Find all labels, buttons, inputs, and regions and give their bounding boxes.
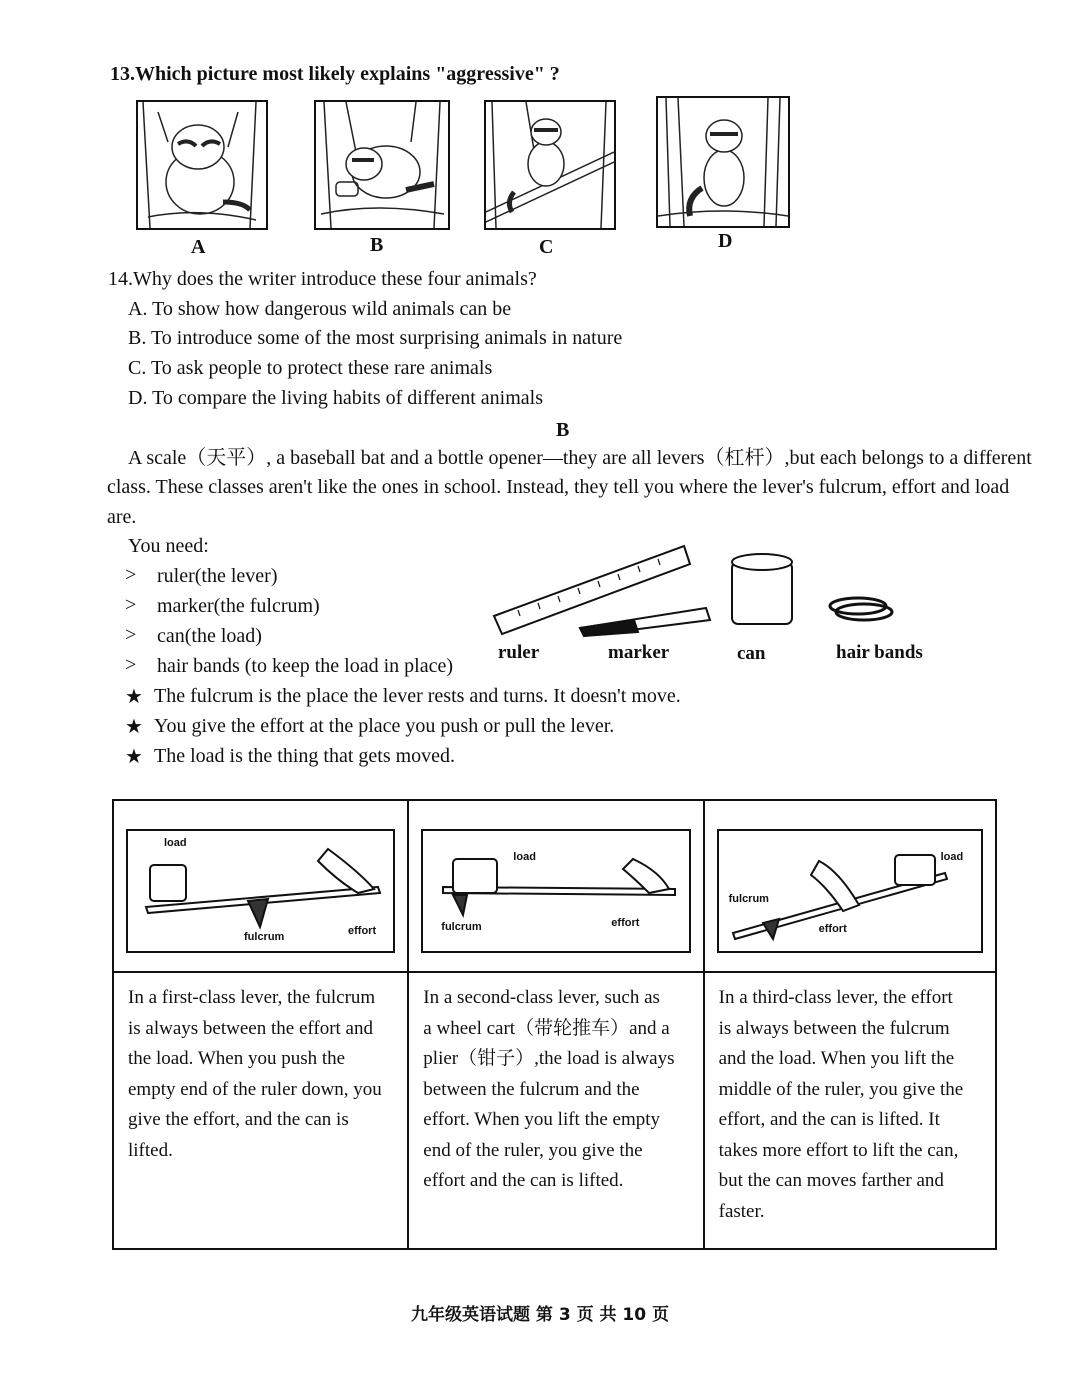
text-line: effort. When you lift the empty <box>423 1109 661 1130</box>
intro-line-2: class. These classes aren't like the ones in school. Instead, they tell you where the lever's fulcrum, effort and load <box>107 476 1010 498</box>
second-class-lever-diagram <box>421 829 690 953</box>
raccoon-on-branch-icon <box>486 102 614 228</box>
option-label-b: B <box>370 234 384 256</box>
text-line: give the effort, and the can is <box>128 1109 349 1130</box>
text-line: In a third-class lever, the effort <box>718 987 953 1008</box>
text-line: empty end of the ruler down, you <box>128 1078 382 1100</box>
hair-bands-icon <box>830 598 892 620</box>
q14-option-c: C. To ask people to protect these rare animals <box>128 357 493 379</box>
second-class-description <box>408 972 703 1249</box>
equipment-illustration <box>488 536 928 646</box>
effort-label: effort <box>818 923 847 935</box>
raccoon-picture-b <box>314 100 450 230</box>
third-class-diagram-cell <box>704 800 996 972</box>
text-line: In a second-class lever, such as <box>423 987 660 1008</box>
text-line: end of the ruler, you give the <box>423 1139 643 1161</box>
raccoon-picture-c <box>484 100 616 230</box>
text-line: lifted. <box>128 1139 173 1161</box>
list-marker: > <box>125 564 137 586</box>
page-footer: 九年级英语试题 第 3 页 共 10 页 <box>411 1305 669 1325</box>
need-item-hair-bands: hair bands (to keep the load in place) <box>157 655 453 677</box>
text-line: a wheel cart（带轮推车）and a <box>423 1017 670 1039</box>
definition-effort: You give the effort at the place you push or pull the lever. <box>154 715 615 737</box>
text-line: but the can moves farther and <box>718 1170 944 1191</box>
equipment-label-ruler: ruler <box>498 642 540 663</box>
equipment-label-hair-bands: hair bands <box>836 642 923 663</box>
question-14: 14.Why does the writer introduce these four animals? <box>108 268 537 290</box>
third-class-description <box>704 972 996 1249</box>
option-label-c: C <box>539 236 554 258</box>
text-line: faster. <box>718 1200 765 1222</box>
first-class-lever-diagram <box>126 829 395 953</box>
need-item-can: can(the load) <box>157 625 262 647</box>
third-class-lever-diagram <box>717 829 983 953</box>
effort-label: effort <box>611 917 640 929</box>
q14-option-a: A. To show how dangerous wild animals can be <box>128 298 512 320</box>
raccoon-standing-icon <box>658 98 788 226</box>
need-item-ruler: ruler(the lever) <box>157 565 278 587</box>
intro-line-3: are. <box>107 506 137 528</box>
list-marker: > <box>125 624 137 646</box>
question-13: 13.Which picture most likely explains "aggressive" ? <box>110 63 560 85</box>
star-icon: ★ <box>125 746 143 768</box>
option-label-a: A <box>191 236 206 258</box>
star-icon: ★ <box>125 716 143 738</box>
effort-label: effort <box>348 925 377 937</box>
option-label-d: D <box>718 230 733 252</box>
section-title: B <box>556 419 570 441</box>
q14-option-b: B. To introduce some of the most surprising animals in nature <box>128 327 623 349</box>
text-line: effort and the can is lifted. <box>423 1170 624 1191</box>
text-line: between the fulcrum and the <box>423 1078 640 1100</box>
first-class-description <box>113 972 408 1249</box>
can-icon <box>732 554 792 624</box>
load-label: load <box>164 837 187 849</box>
equipment-label-marker: marker <box>608 642 670 663</box>
text-line: is always between the effort and <box>128 1017 373 1039</box>
text-line: middle of the ruler, you give the <box>718 1078 964 1100</box>
raccoon-picture-a <box>136 100 268 230</box>
need-item-marker: marker(the fulcrum) <box>157 595 320 617</box>
fulcrum-label: fulcrum <box>244 931 285 943</box>
text-line: plier（钳子）,the load is always <box>423 1048 675 1069</box>
raccoon-sitting-icon <box>138 102 266 228</box>
star-icon: ★ <box>125 686 143 708</box>
definition-fulcrum: The fulcrum is the place the lever rests and turns. It doesn't move. <box>154 685 681 707</box>
fulcrum-label: fulcrum <box>441 921 482 933</box>
raccoon-picture-d <box>656 96 790 228</box>
second-class-diagram-cell <box>408 800 703 972</box>
list-marker: > <box>125 654 137 676</box>
you-need-heading: You need: <box>128 535 209 557</box>
text-line: effort, and the can is lifted. It <box>718 1109 940 1130</box>
list-marker: > <box>125 594 137 616</box>
text-line: and the load. When you lift the <box>718 1048 955 1069</box>
raccoon-eating-icon <box>316 102 448 228</box>
equipment-label-can: can <box>737 643 766 664</box>
text-line: the load. When you push the <box>128 1048 346 1069</box>
intro-line-1: A scale（天平）, a baseball bat and a bottle opener—they are all levers（杠杆）,but each belongs to a different <box>128 447 1032 469</box>
third-class-lever-drawing <box>719 831 989 949</box>
text-line: takes more effort to lift the can, <box>718 1139 959 1161</box>
lever-table <box>112 799 997 1250</box>
fulcrum-label: fulcrum <box>728 893 769 905</box>
load-label: load <box>940 851 964 863</box>
first-class-diagram-cell <box>113 800 408 972</box>
text-line: is always between the fulcrum <box>718 1017 950 1039</box>
load-label: load <box>513 851 536 863</box>
q14-option-d: D. To compare the living habits of different animals <box>128 387 543 409</box>
text-line: In a first-class lever, the fulcrum <box>128 987 376 1008</box>
definition-load: The load is the thing that gets moved. <box>154 745 456 767</box>
